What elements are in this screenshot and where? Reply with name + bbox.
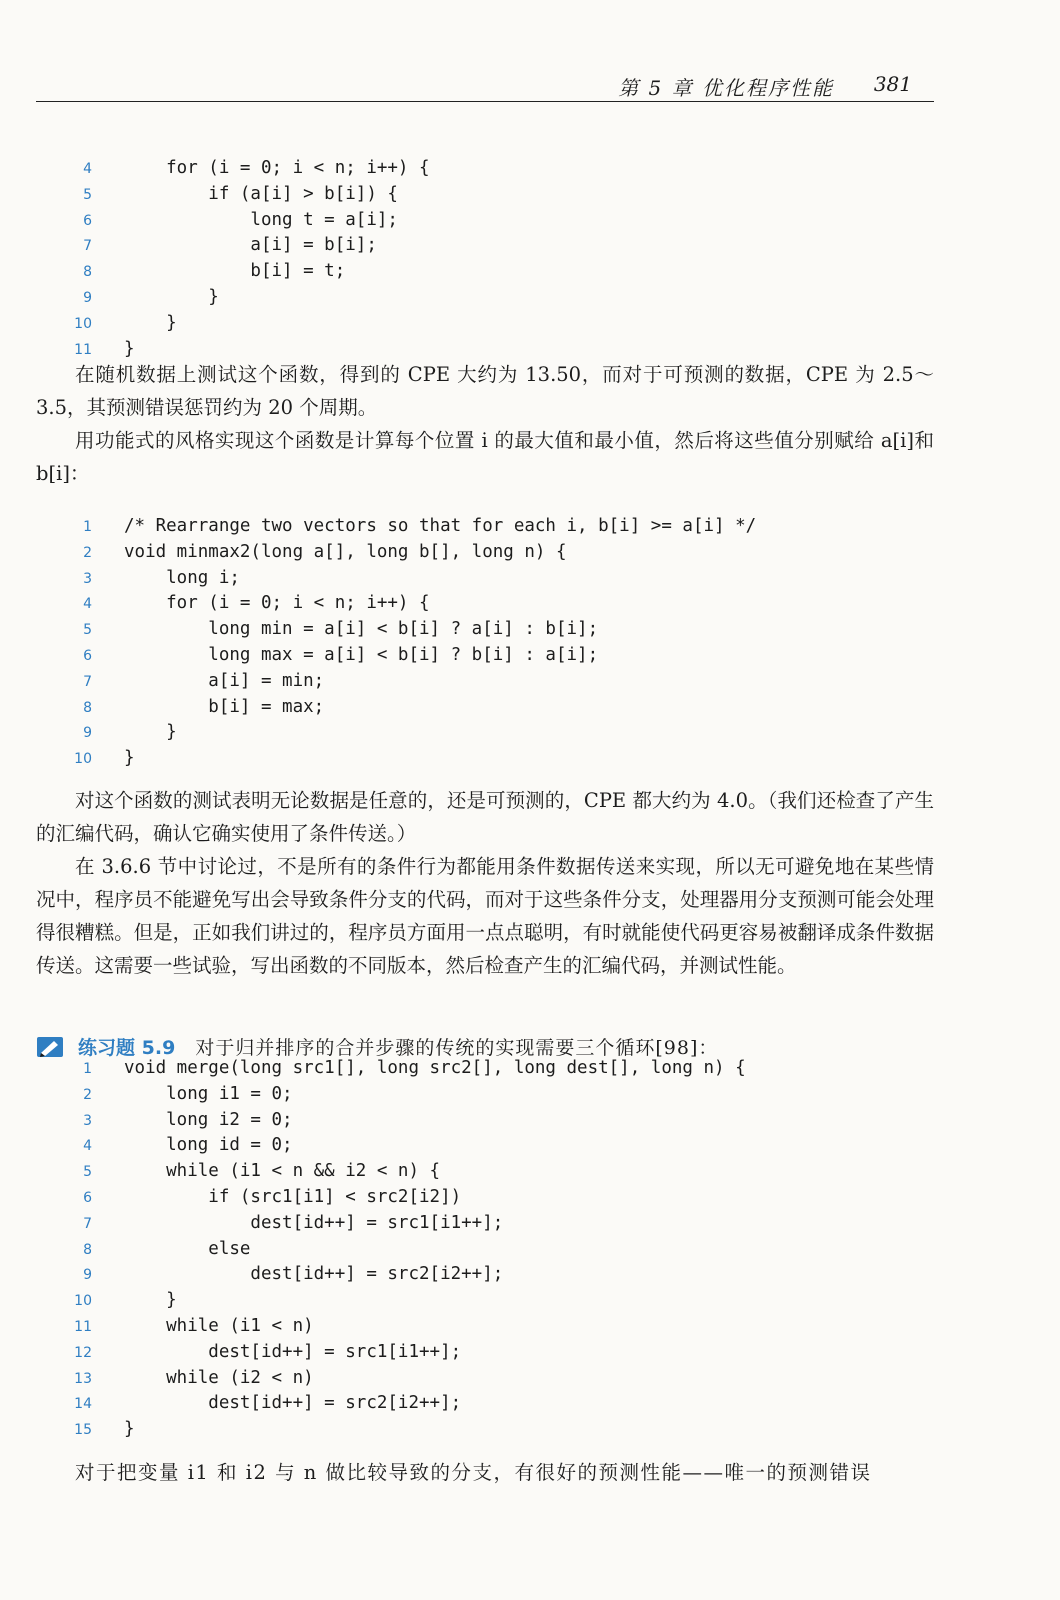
pencil-icon [36, 1035, 66, 1068]
line-number: 4 [83, 161, 92, 177]
line-number: 6 [83, 212, 92, 229]
line-number: 8 [83, 1241, 92, 1258]
code-line [70, 746, 930, 772]
code-line [70, 233, 930, 259]
paragraph-conditional-transfer: 在 3.6.6 节中讨论过，不是所有的条件行为都能用条件数据传送来实现，所以无可避免地在某些情况中，程序员不能避免写出会导致条件分支的代码，而对于这些条件分支，处理器用分支预测可能会处理得很糟糕。但是，正如我们讲过的，程序员方面用一点点聪明，有时就能使代码更容易被翻译成条件数据传送。这需要一些试验，写出函数的不同版本，然后检查产生的汇编代码，并测试性能。 [36, 855, 934, 977]
code-line [70, 669, 930, 695]
line-number: 5 [83, 186, 92, 203]
code-text: void merge(long src1[], long src2[], long dest[], long n) { [124, 1058, 746, 1078]
code-text: a[i] = b[i]; [124, 235, 377, 256]
line-number: 10 [74, 315, 92, 332]
line-number: 5 [83, 1164, 92, 1181]
code-line [70, 566, 930, 592]
line-number: 8 [83, 699, 92, 716]
code-line [70, 1133, 930, 1159]
code-text: long min = a[i] < b[i] ? a[i] : b[i]; [124, 619, 599, 640]
line-number: 3 [83, 1112, 92, 1129]
code-text: if (src1[i1] < src2[i2]) [124, 1186, 462, 1207]
code-text: long i1 = 0; [124, 1083, 293, 1104]
code-line [70, 1366, 930, 1392]
line-number: 7 [83, 673, 92, 690]
code-line [70, 1185, 930, 1211]
line-number: 7 [83, 238, 92, 255]
code-text: long id = 0; [124, 1135, 293, 1156]
paragraph-functional-style: 用功能式的风格实现这个函数是计算每个位置 i 的最大值和最小值，然后将这些值分别赋给 a[i]和 b[i]： [36, 429, 934, 485]
code-line [70, 1288, 930, 1314]
page-header [36, 68, 934, 102]
line-number: 10 [74, 1293, 92, 1310]
line-number: 2 [83, 544, 92, 561]
code-text: } [124, 338, 135, 359]
code-text: } [124, 286, 219, 307]
code-text: } [124, 748, 135, 769]
code-text: } [124, 312, 177, 333]
line-number: 5 [83, 622, 92, 639]
code-text: for (i = 0; i < n; i++) { [124, 593, 430, 614]
code-text: } [124, 722, 177, 743]
code-text: } [124, 1419, 135, 1440]
line-number: 6 [83, 1189, 92, 1206]
code-line [70, 182, 930, 208]
code-line [70, 540, 930, 566]
code-line [70, 1108, 930, 1134]
code-line [70, 695, 930, 721]
page-number: 381 [873, 72, 912, 96]
line-number: 2 [83, 1086, 92, 1103]
line-number: 13 [74, 1370, 92, 1387]
code-text: void minmax2(long a[], long b[], long n) { [124, 541, 567, 562]
code-line [70, 1211, 930, 1237]
line-number: 1 [83, 519, 92, 535]
code-line [70, 1082, 930, 1108]
line-number: 6 [83, 647, 92, 664]
code-text: while (i1 < n && i2 < n) { [124, 1161, 441, 1182]
exercise-title: 练习题 5.9 [78, 1037, 176, 1059]
code-text: long i2 = 0; [124, 1109, 293, 1130]
code-text: for (i = 0; i < n; i++) { [124, 158, 430, 178]
code-line [70, 1417, 930, 1443]
code-text: dest[id++] = src2[i2++]; [124, 1264, 504, 1285]
code-text: /* Rearrange two vectors so that for each i, b[i] >= a[i] */ [124, 516, 757, 536]
line-number: 12 [74, 1344, 92, 1361]
code-line [70, 643, 930, 669]
exercise-text: 对于归并排序的合并步骤的传统的实现需要三个循环[98]： [195, 1037, 719, 1059]
code-line [70, 1237, 930, 1263]
code-text: b[i] = t; [124, 261, 346, 282]
paragraph-cpe-random: 在随机数据上测试这个函数，得到的 CPE 大约为 13.50，而对于可预测的数据，CPE 为 2.5～3.5，其预测错误惩罚约为 20 个周期。 [36, 363, 934, 419]
code-line [70, 259, 930, 285]
line-number: 10 [74, 751, 92, 768]
header-rule [36, 101, 934, 102]
code-text: long t = a[i]; [124, 209, 398, 230]
code-text: long i; [124, 567, 240, 588]
paragraph-cpe-result: 对这个函数的测试表明无论数据是任意的，还是可预测的，CPE 都大约为 4.0。（我们还检查了产生的汇编代码，确认它确实使用了条件传送。） [36, 789, 934, 845]
line-number: 8 [83, 264, 92, 281]
code-line [70, 591, 930, 617]
code-line [70, 514, 930, 540]
code-line [70, 1159, 930, 1185]
line-number: 11 [74, 341, 92, 358]
code-block-merge [70, 1056, 930, 1443]
code-text: long max = a[i] < b[i] ? b[i] : a[i]; [124, 644, 599, 665]
line-number: 9 [83, 289, 92, 306]
line-number: 1 [83, 1061, 92, 1077]
paragraph-branch-prediction: 对于把变量 i1 和 i2 与 n 做比较导致的分支，有很好的预测性能——唯一的预测错误 [75, 1461, 872, 1484]
line-number: 11 [74, 1318, 92, 1335]
code-text: dest[id++] = src1[i1++]; [124, 1212, 504, 1233]
code-block-swap [70, 156, 930, 362]
line-number: 9 [83, 1267, 92, 1284]
line-number: 4 [83, 1138, 92, 1155]
code-line [70, 720, 930, 746]
line-number: 4 [83, 596, 92, 613]
code-line [70, 1314, 930, 1340]
code-text: dest[id++] = src2[i2++]; [124, 1393, 462, 1414]
code-text: if (a[i] > b[i]) { [124, 183, 398, 204]
code-line [70, 1391, 930, 1417]
code-text: a[i] = min; [124, 670, 325, 691]
code-line [70, 285, 930, 311]
code-text: else [124, 1238, 251, 1259]
line-number: 7 [83, 1215, 92, 1232]
code-line [70, 617, 930, 643]
code-line [70, 208, 930, 234]
code-text: while (i2 < n) [124, 1367, 314, 1388]
code-line [70, 1056, 930, 1082]
code-block-minmax2 [70, 514, 930, 772]
line-number: 3 [83, 570, 92, 587]
code-text: b[i] = max; [124, 696, 325, 717]
code-line [70, 1340, 930, 1366]
chapter-title: 第 5 章 优化程序性能 [618, 76, 834, 100]
line-number: 14 [74, 1396, 92, 1413]
line-number: 15 [74, 1422, 92, 1439]
code-line [70, 311, 930, 337]
code-text: while (i1 < n) [124, 1315, 314, 1336]
line-number: 9 [83, 725, 92, 742]
code-line [70, 156, 930, 182]
code-text: dest[id++] = src1[i1++]; [124, 1341, 462, 1362]
code-line [70, 1262, 930, 1288]
code-text: } [124, 1290, 177, 1311]
